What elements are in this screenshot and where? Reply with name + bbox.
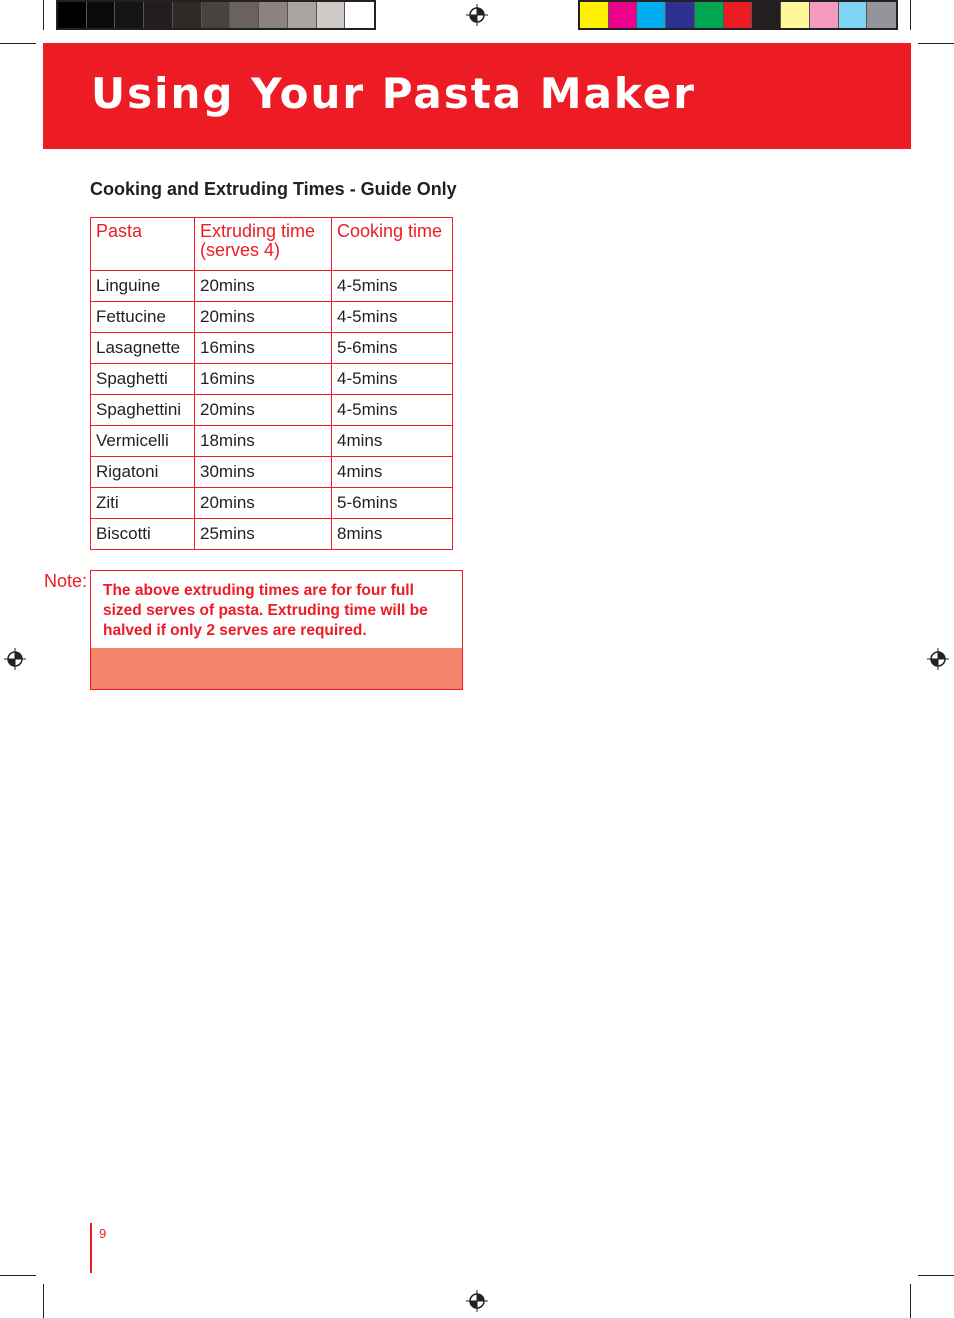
extruding-time-cell: 20mins — [195, 395, 332, 426]
pasta-cell: Fettucine — [91, 302, 195, 333]
crop-mark — [918, 1275, 954, 1276]
pasta-cell: Ziti — [91, 488, 195, 519]
crop-mark — [910, 0, 911, 30]
pasta-cell: Spaghettini — [91, 395, 195, 426]
pasta-cell: Lasagnette — [91, 333, 195, 364]
color-swatch — [666, 2, 695, 28]
cooking-time-cell: 4mins — [332, 426, 453, 457]
page-number-rule — [90, 1223, 92, 1273]
color-swatch — [752, 2, 781, 28]
table-header-row — [91, 218, 453, 271]
pasta-cell: Vermicelli — [91, 426, 195, 457]
pasta-cell: Biscotti — [91, 519, 195, 550]
table-row — [91, 457, 453, 488]
color-swatch — [58, 2, 87, 28]
cooking-time-cell: 4-5mins — [332, 364, 453, 395]
color-swatch — [810, 2, 839, 28]
color-swatch — [695, 2, 724, 28]
extruding-time-cell: 20mins — [195, 302, 332, 333]
note-box — [90, 570, 463, 690]
crop-mark — [43, 1284, 44, 1318]
extruding-time-cell: 25mins — [195, 519, 332, 550]
color-swatch — [609, 2, 638, 28]
pasta-cell: Rigatoni — [91, 457, 195, 488]
table-row — [91, 271, 453, 302]
note-text: The above extruding times are for four full sized serves of pasta. Extruding time will be halved if only 2 serves are required. — [103, 582, 428, 639]
crop-mark — [918, 43, 954, 44]
header-band — [43, 43, 911, 149]
cooking-time-cell: 4mins — [332, 457, 453, 488]
color-swatch — [345, 2, 374, 28]
color-swatch — [115, 2, 144, 28]
column-header-pasta: Pasta — [91, 218, 195, 271]
cooking-time-cell: 5-6mins — [332, 488, 453, 519]
cooking-time-cell: 4-5mins — [332, 302, 453, 333]
section-title: Cooking and Extruding Times - Guide Only — [90, 179, 457, 199]
color-swatch — [867, 2, 896, 28]
column-header-cooking-time: Cooking time — [332, 218, 453, 271]
pasta-cell: Spaghetti — [91, 364, 195, 395]
color-swatch — [637, 2, 666, 28]
grayscale-color-bar — [56, 0, 376, 30]
times-table — [90, 217, 453, 550]
column-header-extruding-time: Extruding time (serves 4) — [195, 218, 332, 271]
cooking-time-cell: 5-6mins — [332, 333, 453, 364]
registration-mark-icon — [4, 648, 26, 670]
extruding-time-cell: 18mins — [195, 426, 332, 457]
color-swatch — [580, 2, 609, 28]
crop-mark — [43, 0, 44, 30]
pasta-cell: Linguine — [91, 271, 195, 302]
registration-mark-icon — [466, 4, 488, 26]
note-fill-band — [91, 648, 462, 689]
cooking-time-cell: 4-5mins — [332, 395, 453, 426]
table-row — [91, 302, 453, 333]
cooking-time-cell: 4-5mins — [332, 271, 453, 302]
page-title: Using Your Pasta Maker — [91, 69, 696, 118]
table-row — [91, 426, 453, 457]
registration-mark-icon — [927, 648, 949, 670]
color-swatch — [781, 2, 810, 28]
crop-mark — [0, 43, 36, 44]
extruding-time-cell: 20mins — [195, 271, 332, 302]
color-swatch — [144, 2, 173, 28]
crop-mark — [910, 1284, 911, 1318]
color-swatch — [259, 2, 288, 28]
crop-mark — [0, 1275, 36, 1276]
color-swatch — [839, 2, 868, 28]
color-swatch — [173, 2, 202, 28]
process-color-bar — [578, 0, 898, 30]
cooking-time-cell: 8mins — [332, 519, 453, 550]
color-swatch — [230, 2, 259, 28]
extruding-time-cell: 30mins — [195, 457, 332, 488]
extruding-time-cell: 16mins — [195, 364, 332, 395]
table-row — [91, 488, 453, 519]
color-swatch — [202, 2, 231, 28]
color-swatch — [724, 2, 753, 28]
table-row — [91, 395, 453, 426]
extruding-time-cell: 16mins — [195, 333, 332, 364]
color-swatch — [288, 2, 317, 28]
color-swatch — [317, 2, 346, 28]
registration-mark-icon — [466, 1290, 488, 1312]
table-row — [91, 364, 453, 395]
extruding-time-cell: 20mins — [195, 488, 332, 519]
color-swatch — [87, 2, 116, 28]
page-number: 9 — [99, 1226, 107, 1241]
table-row — [91, 333, 453, 364]
note-label: Note: — [44, 571, 88, 591]
table-row — [91, 519, 453, 550]
